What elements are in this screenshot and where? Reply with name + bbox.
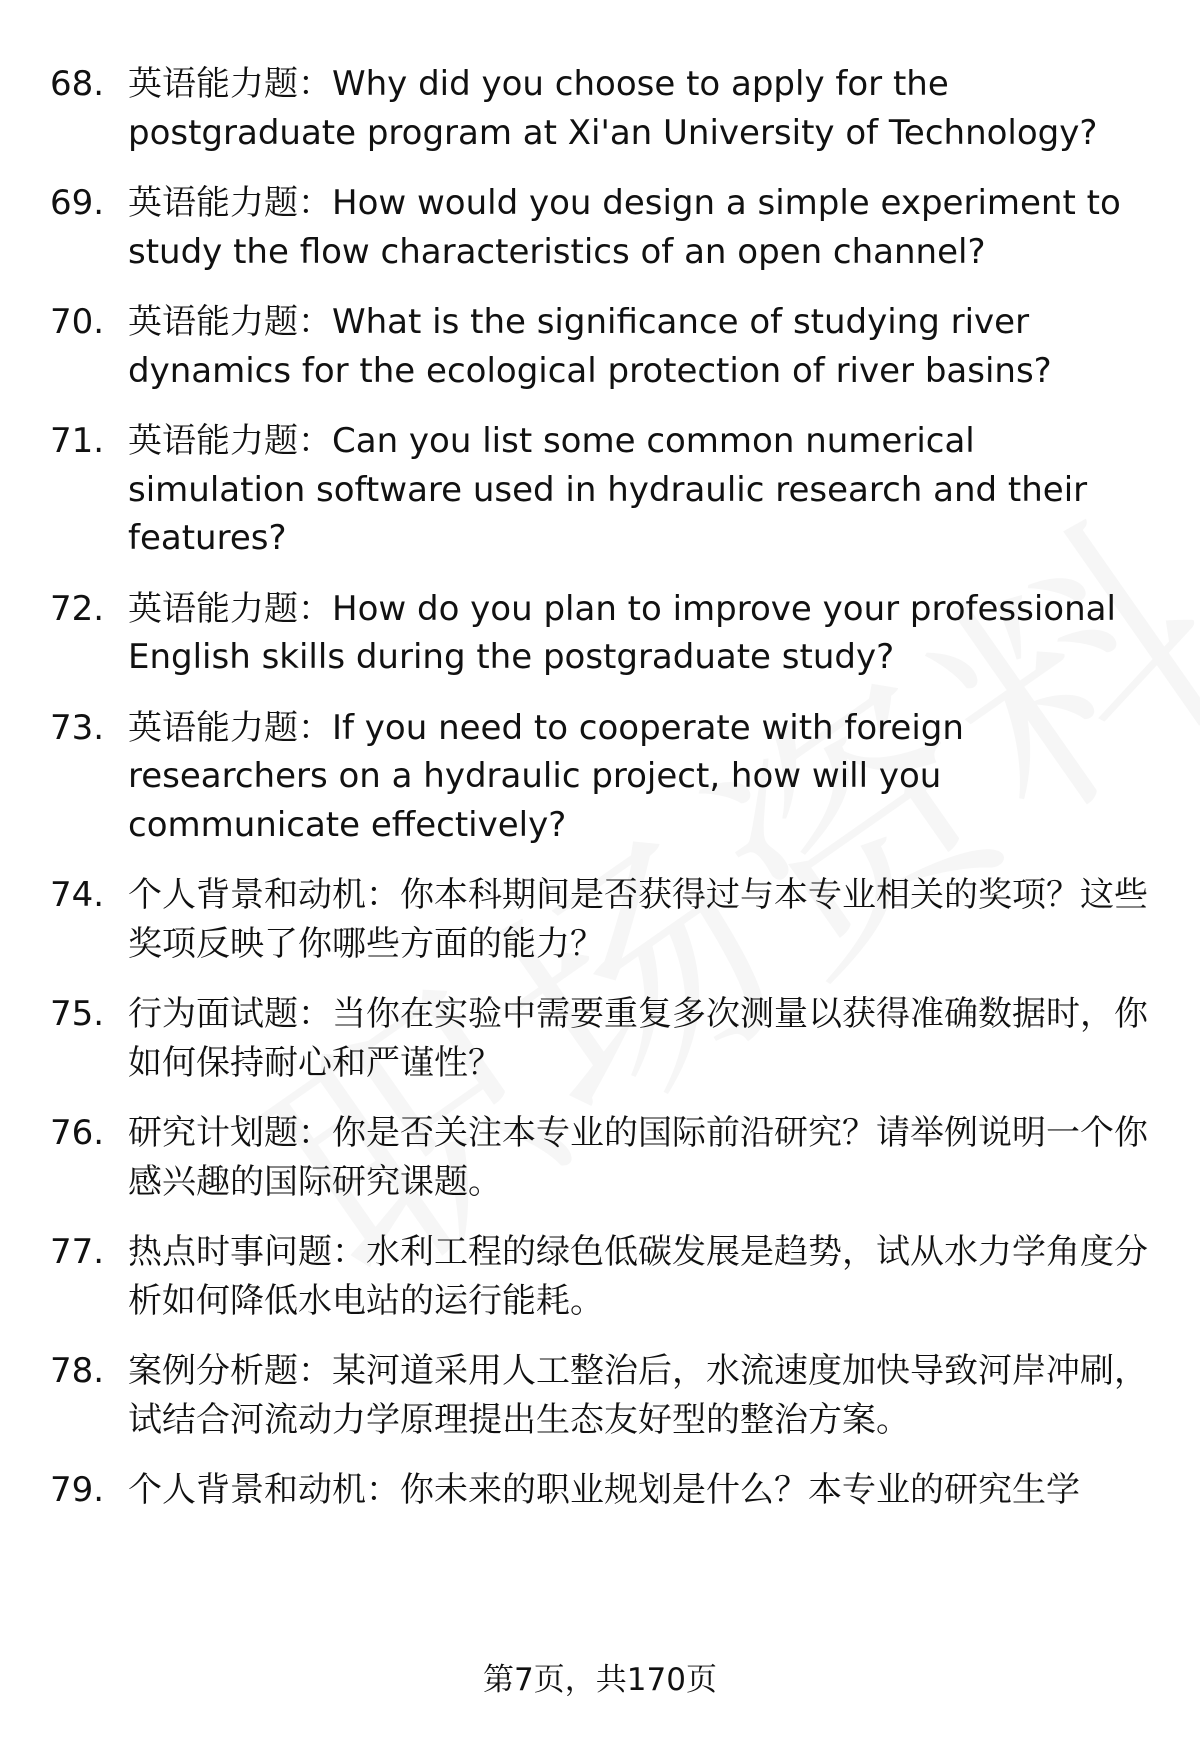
question-item [50, 60, 1160, 157]
question-number: 73. [50, 707, 105, 748]
question-number: 79. [50, 1470, 105, 1510]
question-number: 68. [50, 64, 105, 104]
question-text: 行为面试题：当你在实验中需要重复多次测量以获得准确数据时，你如何保持耐心和严谨性？ [128, 994, 1148, 1083]
question-number: 72. [50, 588, 105, 629]
question-text: 英语能力题：What is the significance of studying river dynamics for the ecological protection of river basins? [128, 302, 1052, 391]
page-footer: 第7页，共170页 [483, 1662, 717, 1698]
question-number: 74. [50, 875, 105, 915]
question-item [50, 585, 1160, 682]
question-item [50, 871, 1160, 968]
question-number: 78. [50, 1351, 105, 1391]
question-text: 英语能力题：Why did you choose to apply for the postgraduate program at Xi'an University of Technology? [128, 64, 1098, 153]
question-item [50, 704, 1160, 850]
question-list [50, 60, 1160, 1515]
question-number: 71. [50, 421, 105, 461]
question-number: 75. [50, 994, 105, 1034]
question-text: 英语能力题：If you need to cooperate with foreign researchers on a hydraulic project, how will you communicate effectively? [128, 707, 964, 845]
question-text: 案例分析题：某河道采用人工整治后，水流速度加快导致河岸冲刷，试结合河流动力学原理提出生态友好型的整治方案。 [128, 1351, 1148, 1440]
question-item [50, 417, 1160, 563]
question-text: 英语能力题：Can you list some common numerical simulation software used in hydraulic research and their features? [128, 421, 1088, 558]
question-item [50, 298, 1160, 395]
question-number: 69. [50, 183, 105, 223]
question-text: 个人背景和动机：你未来的职业规划是什么？本专业的研究生学 [128, 1470, 1080, 1510]
question-number: 70. [50, 302, 105, 342]
question-text: 个人背景和动机：你本科期间是否获得过与本专业相关的奖项？这些奖项反映了你哪些方面的能力？ [128, 875, 1148, 964]
question-item [50, 1109, 1160, 1206]
question-number: 76. [50, 1113, 105, 1153]
question-text: 热点时事问题：水利工程的绿色低碳发展是趋势，试从水力学角度分析如何降低水电站的运行能耗。 [128, 1232, 1148, 1321]
question-text: 英语能力题：How do you plan to improve your professional English skills during the postgraduate study? [128, 588, 1116, 677]
question-item [50, 1466, 1160, 1515]
question-item [50, 990, 1160, 1087]
question-text: 研究计划题：你是否关注本专业的国际前沿研究？请举例说明一个你感兴趣的国际研究课题。 [128, 1113, 1148, 1202]
question-number: 77. [50, 1232, 105, 1272]
question-item [50, 1228, 1160, 1325]
question-text: 英语能力题：How would you design a simple experiment to study the flow characteristics of an open channel? [128, 183, 1121, 272]
question-item [50, 179, 1160, 276]
question-item [50, 1347, 1160, 1444]
